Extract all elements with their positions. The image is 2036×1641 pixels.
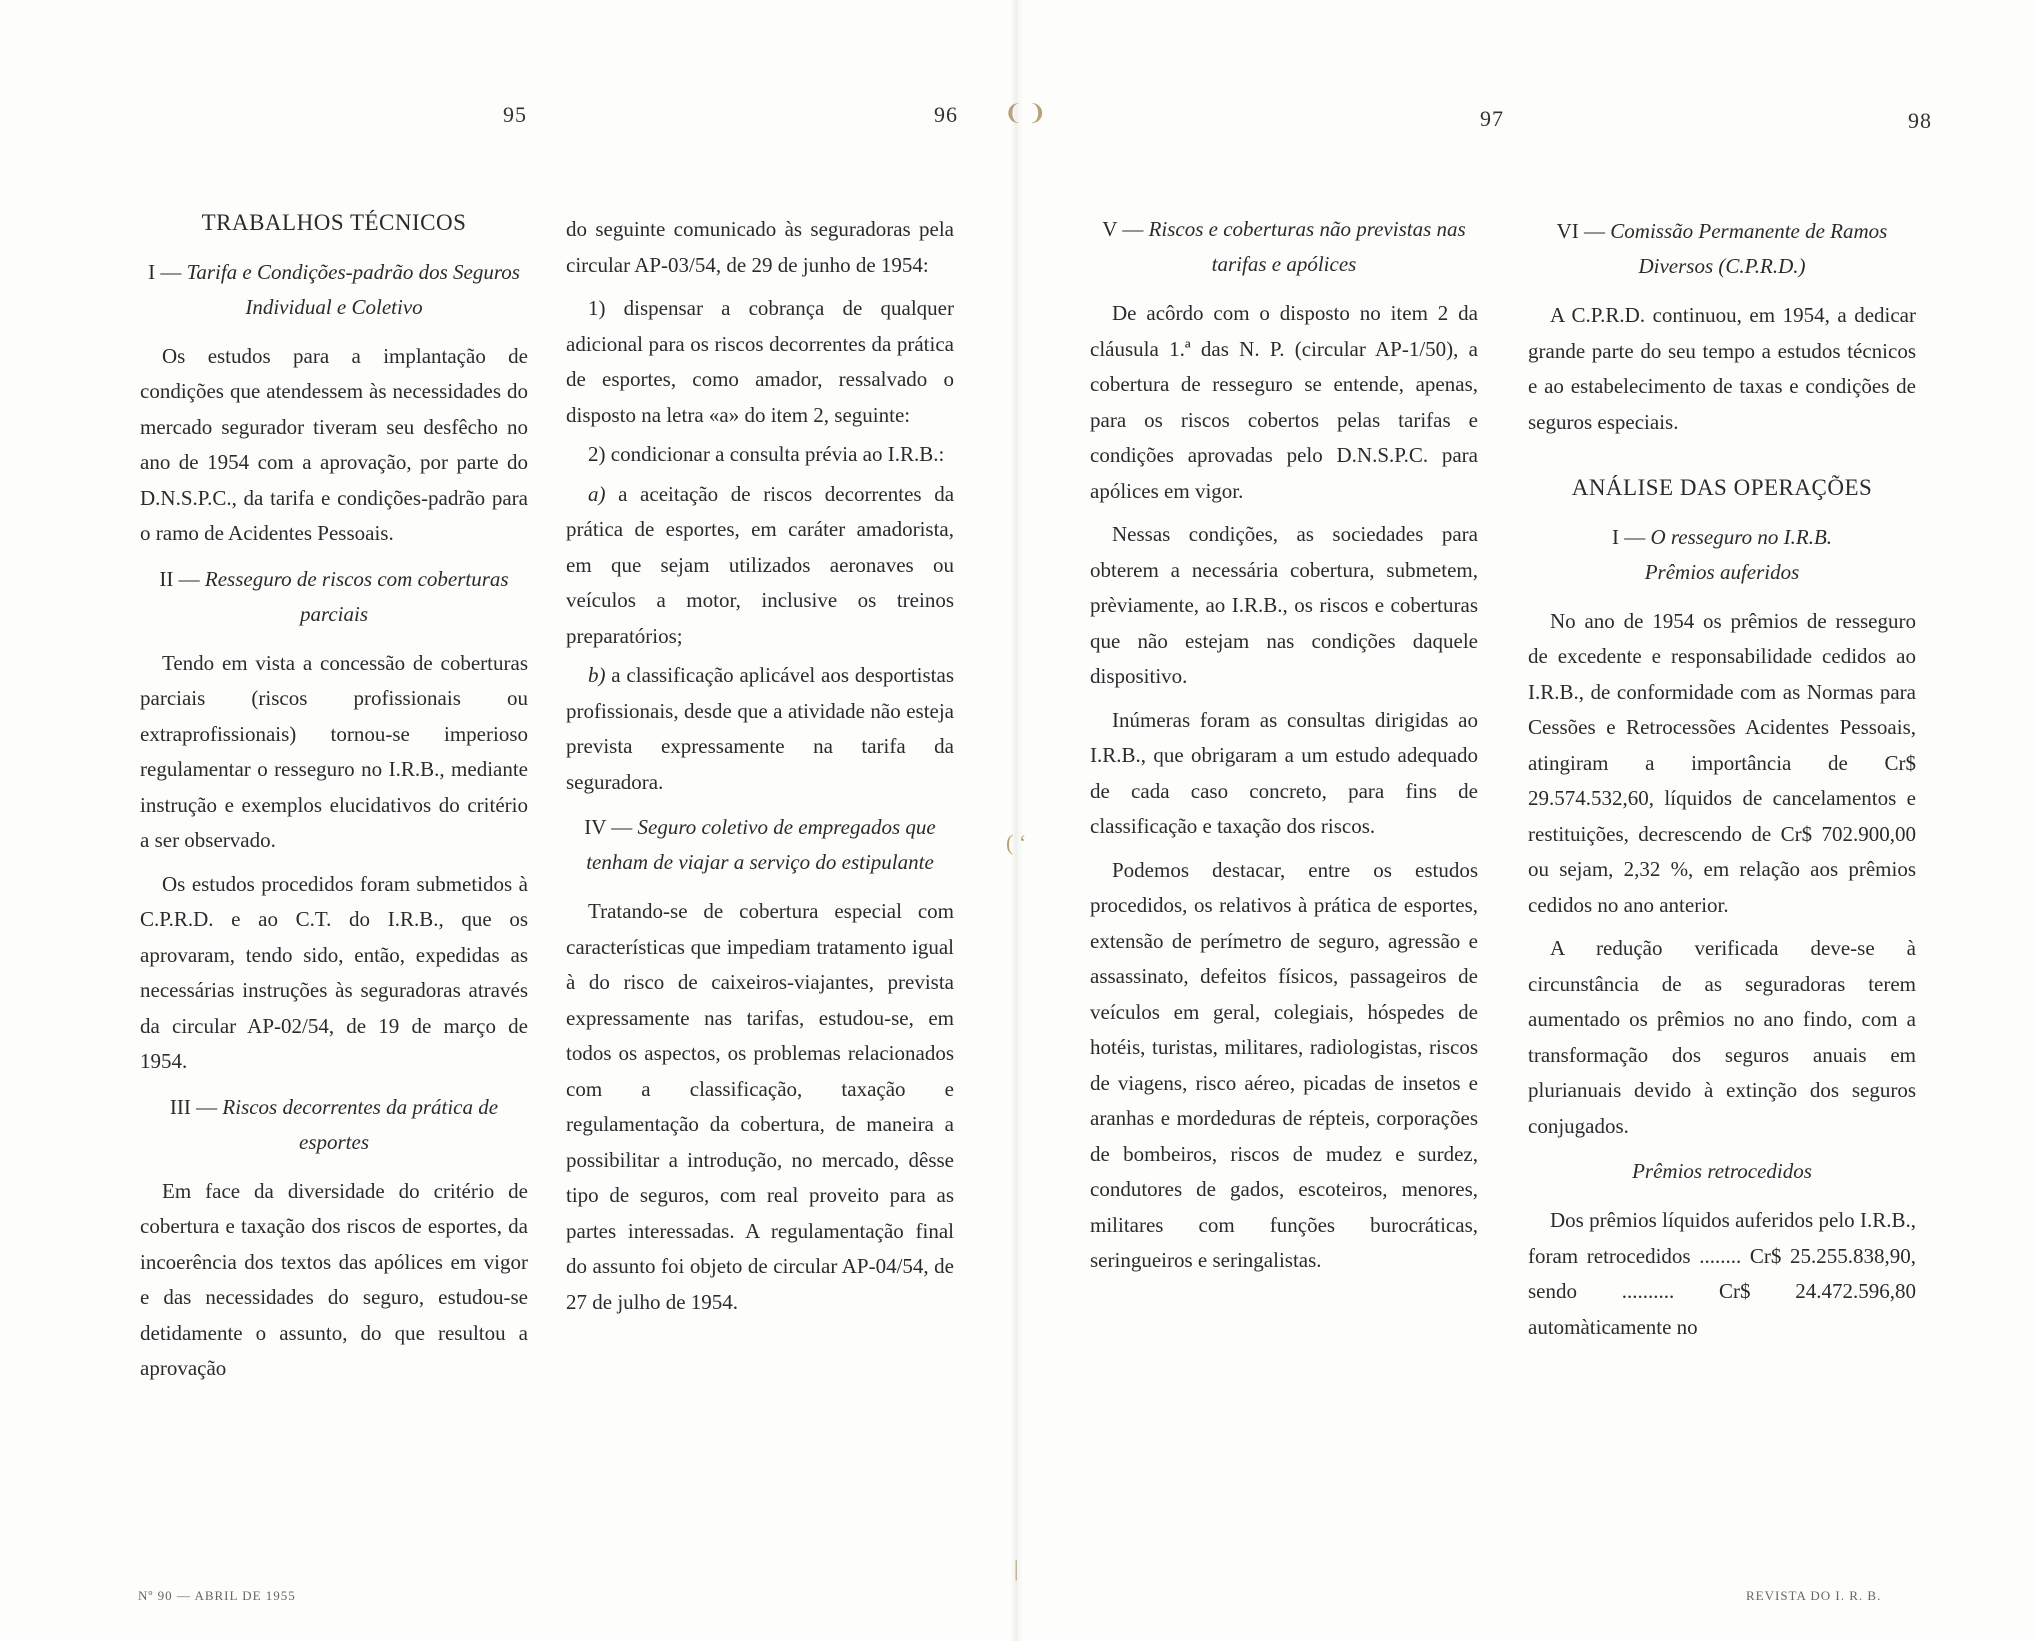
subsection-title-3 [140, 1090, 528, 1160]
subsection-title-2 [140, 562, 528, 632]
scan-mark-bottom: | [1014, 1556, 1019, 1581]
subsection-number: VI — [1556, 219, 1606, 243]
subsection-title-1 [140, 255, 528, 325]
column-page-97 [1090, 212, 1478, 1287]
subsection-number: II — [159, 566, 200, 591]
paragraph: Tratando-se de cobertura especial com características que impediam tratamento igual à do risco de caixeiros-viajantes, prevista expressamente nas tarifas, estudou-se, em todos os aspectos, os problemas relacionados com a classificação, taxação e regulamentação da cobertura, de maneira a possibilitar a introdução, no mercado, dêsse tipo de seguros, com real proveito para as partes interessadas. A regulamentação final do assunto foi objeto de circular AP-04/54, de 27 de julho de 1954. [566, 899, 954, 1314]
subsection-title-retrocedidos: Prêmios retrocedidos [1632, 1159, 1812, 1183]
list-item-2: 2) condicionar a consulta prévia ao I.R.B.: [588, 442, 945, 466]
paragraph: Inúmeras foram as consultas dirigidas ao I.R.B., que obrigaram a um estudo adequado de cada caso concreto, para fins de classificação e taxação dos riscos. [1090, 707, 1478, 838]
subsection-number: V — [1102, 217, 1144, 241]
subsection-title-4 [566, 810, 954, 880]
column-page-96 [566, 212, 954, 1328]
page-number-97: 97 [1480, 106, 1504, 131]
subsection-title-5 [1090, 212, 1478, 282]
subsection-title-resseguro [1528, 520, 1916, 590]
subsection-title-text: O resseguro no I.R.B. [1650, 524, 1833, 549]
paragraph: Nessas condições, as sociedades para obterem a necessária cobertura, submetem, prèviamente, ao I.R.B., os riscos e coberturas que não estejam nas condições daquele dispositivo. [1090, 522, 1478, 688]
paragraph: Tendo em vista a concessão de coberturas parciais (riscos profissionais ou extraprofissionais) tornou-se imperioso regulamentar o resseguro no I.R.B., mediante instrução e exemplos elucidativos do critério a ser observado. [140, 650, 528, 852]
paragraph: A redução verificada deve-se à circunstância de as seguradoras terem aumentado os prêmios no ano findo, com a transformação dos seguros anuais em plurianuais devido à extinção dos seguros conjugados. [1528, 936, 1916, 1138]
column-page-98 [1528, 214, 1916, 1353]
paragraph: Os estudos para a implantação de condições que atendessem às necessidades do mercado segurador tiveram seu desfêcho no ano de 1954 com a aprovação, por parte do D.N.S.P.C., da tarifa e condições-padrão para o ramo de Acidentes Pessoais. [140, 343, 528, 545]
paragraph: A C.P.R.D. continuou, em 1954, a dedicar grande parte do seu tempo a estudos técnicos e ao estabelecimento de taxas e condições de seguros especiais. [1528, 303, 1916, 434]
paragraph: Dos prêmios líquidos auferidos pelo I.R.B., foram retrocedidos ........ Cr$ 25.255.838,90, sendo .......... Cr$ 24.472.596,80 automàticamente no [1528, 1208, 1916, 1339]
column-page-95 [140, 205, 528, 1395]
subsection-number: IV — [584, 815, 633, 839]
subsection-title-text: Seguro coletivo de empregados que tenham de viajar a serviço do estipulante [586, 815, 936, 874]
subsection-number: I — [148, 259, 182, 284]
section-heading-analise: ANÁLISE DAS OPERAÇÕES [1571, 475, 1873, 500]
subsection-title-text: Resseguro de riscos com coberturas parciais [204, 566, 509, 626]
paragraph: do seguinte comunicado às seguradoras pela circular AP-03/54, de 29 de junho de 1954: [566, 217, 954, 277]
list-item-b [566, 658, 954, 800]
subsection-title-text: Riscos decorrentes da prática de esportes [222, 1094, 499, 1154]
list-item-text: a classificação aplicável aos desportistas profissionais, desde que a atividade não esteja prevista expressamente na tarifa da seguradora. [566, 663, 954, 794]
list-item-a [566, 477, 954, 655]
subsection-title-text: Riscos e coberturas não previstas nas tarifas e apólices [1148, 217, 1466, 276]
subsection-number: I — [1611, 524, 1646, 549]
subsection-title-text: Comissão Permanente de Ramos Diversos (C.P.R.D.) [1610, 219, 1888, 278]
footer-issue: Nº 90 — ABRIL DE 1955 [138, 1588, 296, 1603]
page-number-95: 95 [503, 102, 527, 127]
scan-mark-middle: ( ‘ [1006, 830, 1027, 855]
scan-mark-top: ❨ ❩ [1004, 100, 1047, 125]
footer-journal: REVISTA DO I. R. B. [1746, 1588, 1882, 1603]
list-item-label: a) [588, 481, 606, 506]
paragraph: De acôrdo com o disposto no item 2 da cláusula 1.ª das N. P. (circular AP-1/50), a cobertura de resseguro se entende, apenas, para os riscos cobertos pelas tarifas e condições aprovadas pelo D.N.S.P.C. para apólices em vigor. [1090, 301, 1478, 503]
list-item-text: a aceitação de riscos decorrentes da prática de esportes, em caráter amadorista, em que sejam utilizados aeronaves ou veículos a motor, inclusive os treinos preparatórios; [566, 481, 955, 648]
subsection-title-text: Tarifa e Condições-padrão dos Seguros Individual e Coletivo [186, 259, 520, 319]
paragraph: No ano de 1954 os prêmios de resseguro de excedente e responsabilidade cedidos ao I.R.B., de conformidade com as Normas para Cessões e Retrocessões Acidentes Pessoais, atingiram a importância de Cr$ 29.574.532,60, líquidos de cancelamentos e restituições, decrescendo de Cr$ 702.900,00 ou sejam, 2,32 %, em relação aos prêmios cedidos no ano anterior. [1528, 608, 1916, 917]
page-number-96: 96 [934, 102, 958, 127]
paragraph: Podemos destacar, entre os estudos procedidos, os relativos à prática de esportes, extensão de perímetro de seguro, agressão e assassinato, defeitos físicos, passageiros de veículos em geral, colegiais, hóspedes de hotéis, turistas, militares, radiologistas, riscos de viagens, risco aéreo, picadas de insetos e aranhas e mordeduras de répteis, corporações de bombeiros, riscos de mudez e surdez, condutores de gados, escoteiros, menores, militares com funções burocráticas, seringueiros e seringalistas. [1090, 857, 1478, 1272]
subsection-number: III — [169, 1094, 218, 1119]
page-gutter [1010, 0, 1024, 1641]
page-number-98: 98 [1908, 108, 1932, 133]
paragraph: Os estudos procedidos foram submetidos à C.P.R.D. e ao C.T. do I.R.B., que os aprovaram, tendo sido, então, expedidas as necessárias instruções às seguradoras através da circular AP-02/54, de 19 de março de 1954. [140, 871, 528, 1073]
list-item-label: b) [588, 663, 606, 687]
section-heading-trabalhos-tecnicos: TRABALHOS TÉCNICOS [201, 210, 467, 235]
paragraph: Em face da diversidade do critério de cobertura e taxação dos riscos de esportes, da incoerência dos textos das apólices em vigor e das necessidades do seguro, estudou-se detidamente o assunto, do que resultou a aprovação [140, 1178, 528, 1380]
subsection-title-6 [1528, 214, 1916, 284]
list-item-1: 1) dispensar a cobrança de qualquer adicional para os riscos decorrentes da prática de esportes, como amador, ressalvado o disposto na letra «a» do item 2, seguinte: [566, 296, 954, 427]
subsection-subtitle: Prêmios auferidos [1644, 559, 1800, 584]
